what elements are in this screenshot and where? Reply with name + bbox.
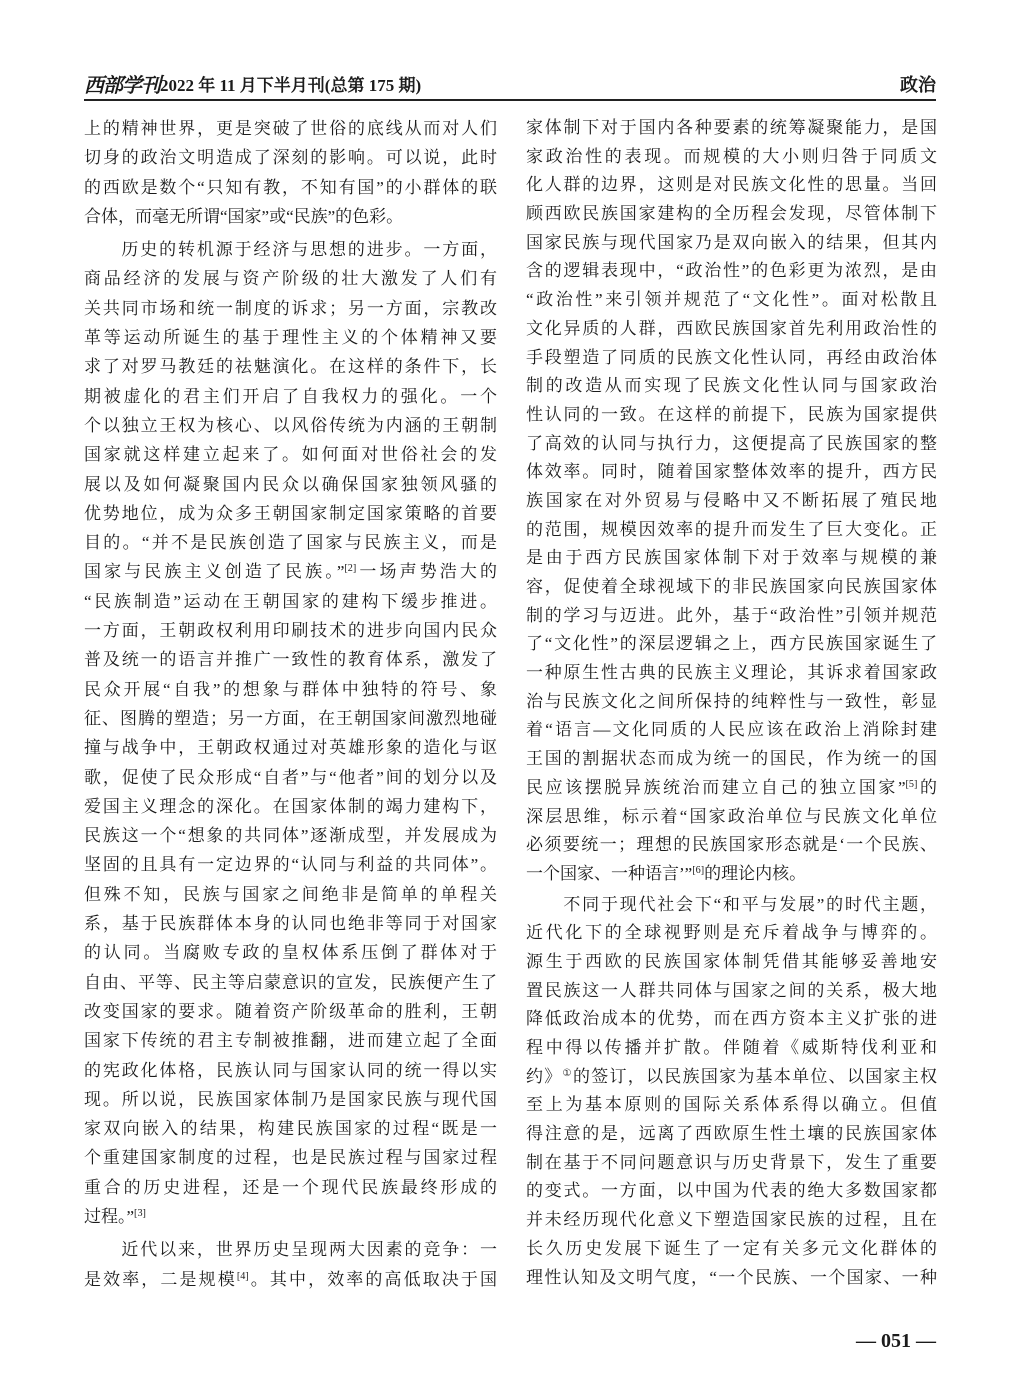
text-line: 长久历史发展下诞生了一定有关多元文化群体的 bbox=[526, 1238, 937, 1258]
text-line: 优势地位，成为众多王朝国家制定国家策略的首要 bbox=[84, 503, 497, 523]
text-line: 一种原生性古典的民族主义理论，其诉求着国家政 bbox=[526, 663, 937, 683]
text-run: 。其中，效率的高低取决于国 bbox=[248, 1269, 498, 1289]
text-line: 程中得以传播并扩散。伴随着《威斯特伐利亚和 bbox=[526, 1038, 937, 1057]
text-line: 是由于西方民族国家体制下对于效率与规模的兼 bbox=[526, 548, 937, 568]
paragraph bbox=[526, 891, 937, 1293]
text-line: 一方面，王朝政权利用印刷技术的进步向国内民众 bbox=[84, 621, 497, 641]
text-run: 民应该摆脱异族统治而建立自己的独立国家” bbox=[526, 777, 906, 797]
text-line: 国家民族与现代国家乃是双向嵌入的结果，但其内 bbox=[526, 232, 937, 252]
text-line: 关共同市场和统一制度的诉求；另一方面，宗教改 bbox=[84, 298, 497, 318]
text-line: 的变式。一方面，以中国为代表的绝大多数国家都 bbox=[526, 1181, 937, 1201]
text-line: 求了对罗马教廷的祛魅演化。在这样的条件下，长 bbox=[84, 357, 497, 377]
text-line: 至上为基本原则的国际关系体系得以确立。但值 bbox=[526, 1095, 937, 1115]
text-run: 一个国家、一种语言’” bbox=[526, 863, 693, 883]
text-line: 商品经济的发展与资产阶级的壮大激发了人们有 bbox=[84, 269, 497, 289]
text-line: “政治性”来引领并规范了“文化性”。面对松散且 bbox=[526, 290, 937, 310]
text-line: 国家下传统的君主专制被推翻，进而建立起了全面 bbox=[84, 1031, 497, 1051]
text-line: 撞与战争中，王朝政权通过对英雄形象的造化与讴 bbox=[84, 738, 497, 758]
text-line: 制的学习与迈进。此外，基于“政治性”引领并规范 bbox=[526, 605, 937, 625]
text-line: 顾西欧民族国家建构的全历程会发现，尽管体制下 bbox=[526, 204, 937, 224]
text-run: 是效率，二是规模 bbox=[84, 1269, 237, 1289]
text-line: 现。所以说，民族国家体制乃是国家民族与现代国 bbox=[84, 1089, 497, 1109]
text-line: 并未经历现代化意义下塑造国家民族的过程，且在 bbox=[526, 1210, 937, 1230]
text-line: 坚固的且具有一定边界的“认同与利益的共同体”。 bbox=[84, 855, 497, 875]
footnote-reference: [3] bbox=[134, 1207, 146, 1219]
text-line bbox=[84, 1265, 497, 1294]
text-line: 普及统一的语言并推广一致性的教育体系，激发了 bbox=[84, 650, 497, 670]
paragraph bbox=[84, 235, 497, 1231]
footnote-reference: ① bbox=[562, 1067, 573, 1079]
text-line: 展以及如何凝聚国内民众以确保国家独领风骚的 bbox=[84, 474, 497, 494]
text-line: 的宪政化体格，民族认同与国家认同的统一得以实 bbox=[84, 1060, 497, 1080]
section-title: 政治 bbox=[900, 75, 936, 95]
footnote-reference: [2] bbox=[344, 563, 357, 575]
right-column bbox=[526, 114, 937, 1292]
text-line: 理性认知及文明气度，“一个民族、一个国家、一种 bbox=[526, 1267, 937, 1287]
text-line bbox=[526, 774, 937, 803]
text-line: 切身的政治文明造成了深刻的影响。可以说，此时 bbox=[84, 148, 497, 168]
text-line: 置民族这一人群共同体与国家之间的关系，极大地 bbox=[526, 980, 937, 1000]
text-line: 深层思维，标示着“国家政治单位与民族文化单位 bbox=[526, 806, 937, 826]
text-line: 征、图腾的塑造；另一方面，在王朝国家间激烈地碰 bbox=[84, 708, 497, 728]
text-line bbox=[84, 557, 497, 586]
text-line: 得注意的是，远离了西欧原生性土壤的民族国家体 bbox=[526, 1124, 937, 1144]
text-run: 一场声势浩大的 bbox=[356, 562, 498, 582]
text-line: 体效率。同时，随着国家整体效率的提升，西方民 bbox=[526, 462, 937, 482]
paragraph bbox=[84, 1235, 497, 1294]
issue-info: 2022 年 11 月下半月刊(总第 175 期) bbox=[160, 76, 422, 95]
text-run: 的理论内核。 bbox=[704, 863, 807, 883]
text-line bbox=[526, 860, 937, 889]
text-line: 家政治性的表现。而规模的大小则归咎于同质文 bbox=[526, 146, 937, 166]
text-line: 民族这一个“想象的共同体”逐渐成型，并发展成为 bbox=[84, 826, 497, 846]
text-line: 历史的转机源于经济与思想的进步。一方面， bbox=[121, 240, 497, 260]
text-line: 容，促使着全球视域下的非民族国家向民族国家体 bbox=[526, 577, 937, 596]
text-line: 国家就这样建立起来了。如何面对世俗社会的发 bbox=[84, 445, 497, 465]
text-line: 必须要统一；理想的民族国家形态就是‘一个民族、 bbox=[526, 835, 937, 855]
text-line: 歌，促使了民众形成“自者”与“他者”间的划分以及 bbox=[84, 767, 497, 787]
text-line: 近代以来，世界历史呈现两大因素的竞争：一 bbox=[121, 1240, 497, 1260]
paragraph bbox=[84, 114, 497, 231]
text-line bbox=[526, 1063, 937, 1092]
text-line: 手段塑造了同质的民族文化性认同，再经由政治体 bbox=[526, 347, 937, 367]
footnote-reference: [5] bbox=[905, 778, 918, 790]
text-line: 革等运动所诞生的基于理性主义的个体精神又要 bbox=[84, 328, 497, 348]
text-line: 系，基于民族群体本身的认同也绝非等同于对国家 bbox=[84, 914, 497, 934]
footnote-reference: [6] bbox=[692, 864, 705, 876]
text-line: 性认同的一致。在这样的前提下，民族为国家提供 bbox=[526, 404, 937, 424]
text-line: 制在基于不同问题意识与历史背景下，发生了重要 bbox=[526, 1152, 937, 1172]
text-run: 国家与民族主义创造了民族。” bbox=[84, 562, 345, 582]
text-line: 个重建国家制度的过程，也是民族过程与国家过程 bbox=[84, 1148, 497, 1168]
text-run: 过程。” bbox=[84, 1206, 135, 1226]
text-line: 的认同。当腐败专政的皇权体系压倒了群体对于 bbox=[84, 943, 497, 963]
text-line: 民众开展“自我”的想象与群体中独特的符号、象 bbox=[84, 679, 497, 699]
text-line: 家体制下对于国内各种要素的统筹凝聚能力，是国 bbox=[526, 118, 937, 137]
text-line: 但殊不知，民族与国家之间绝非是简单的单程关 bbox=[84, 884, 497, 904]
text-line: 族国家在对外贸易与侵略中又不断拓展了殖民地 bbox=[526, 490, 937, 510]
text-line: 合体，而毫无所谓“国家”或“民族”的色彩。 bbox=[84, 206, 404, 226]
text-line: 家双向嵌入的结果，构建民族国家的过程“既是一 bbox=[84, 1119, 497, 1139]
text-line: 治与民族文化之间所保持的纯粹性与一致性，彰显 bbox=[526, 691, 937, 711]
text-line: 王国的割据状态而成为统一的国民，作为统一的国 bbox=[526, 749, 937, 769]
text-line bbox=[84, 1202, 497, 1231]
text-line: 制的改造从而实现了民族文化性认同与国家政治 bbox=[526, 376, 937, 396]
footnote-reference: [4] bbox=[236, 1270, 249, 1282]
text-run: 的 bbox=[917, 777, 937, 797]
text-line: 着“语言—文化同质的人民应该在政治上消除封建 bbox=[526, 720, 937, 740]
text-line: 文化异质的人群，西欧民族国家首先利用政治性的 bbox=[526, 318, 937, 338]
text-line: 化人群的边界，这则是对民族文化性的思量。当回 bbox=[526, 175, 937, 195]
text-run: 的签订，以民族国家为基本单位、以国家主权 bbox=[572, 1066, 938, 1086]
text-line: 不同于现代社会下“和平与发展”的时代主题， bbox=[563, 894, 937, 914]
journal-logo: 西部学刊 bbox=[84, 73, 160, 97]
text-line: 期被虚化的君主们开启了自我权力的强化。一个 bbox=[84, 386, 497, 406]
text-line: 改变国家的要求。随着资产阶级革命的胜利，王朝 bbox=[84, 1001, 497, 1021]
text-line: 了高效的认同与执行力，这便提高了民族国家的整 bbox=[526, 433, 937, 453]
text-line: 源生于西欧的民族国家体制凭借其能够妥善地安 bbox=[526, 951, 937, 971]
page-number: — 051 — bbox=[856, 1330, 936, 1352]
text-line: 近代化下的全球视野则是充斥着战争与博弈的。 bbox=[526, 923, 937, 943]
text-line: 了“文化性”的深层逻辑之上，西方民族国家诞生了 bbox=[526, 634, 937, 654]
text-line: 降低政治成本的优势，而在西方资本主义扩张的进 bbox=[526, 1009, 937, 1029]
text-run: 约》 bbox=[526, 1066, 563, 1086]
header-rule bbox=[84, 99, 936, 101]
left-column bbox=[84, 114, 497, 1294]
text-line: 爱国主义理念的深化。在国家体制的竭力建构下， bbox=[84, 796, 497, 816]
text-line: 重合的历史进程，还是一个现代民族最终形成的 bbox=[84, 1177, 497, 1197]
text-line: 的范围，规模因效率的提升而发生了巨大变化。正 bbox=[526, 519, 937, 539]
text-line: 自由、平等、民主等启蒙意识的宣发，民族便产生了 bbox=[84, 972, 497, 992]
text-line: 含的逻辑表现中，“政治性”的色彩更为浓烈，是由 bbox=[526, 261, 937, 281]
text-line: 个以独立王权为核心、以风俗传统为内涵的王朝制 bbox=[84, 415, 497, 435]
text-line: 的西欧是数个“只知有教，不知有国”的小群体的联 bbox=[84, 177, 497, 197]
text-line: 上的精神世界，更是突破了世俗的底线从而对人们 bbox=[84, 119, 497, 138]
text-line: “民族制造”运动在王朝国家的建构下缓步推进。 bbox=[84, 591, 497, 611]
paragraph bbox=[526, 114, 937, 889]
text-line: 目的。“并不是民族创造了国家与民族主义，而是 bbox=[84, 533, 497, 553]
